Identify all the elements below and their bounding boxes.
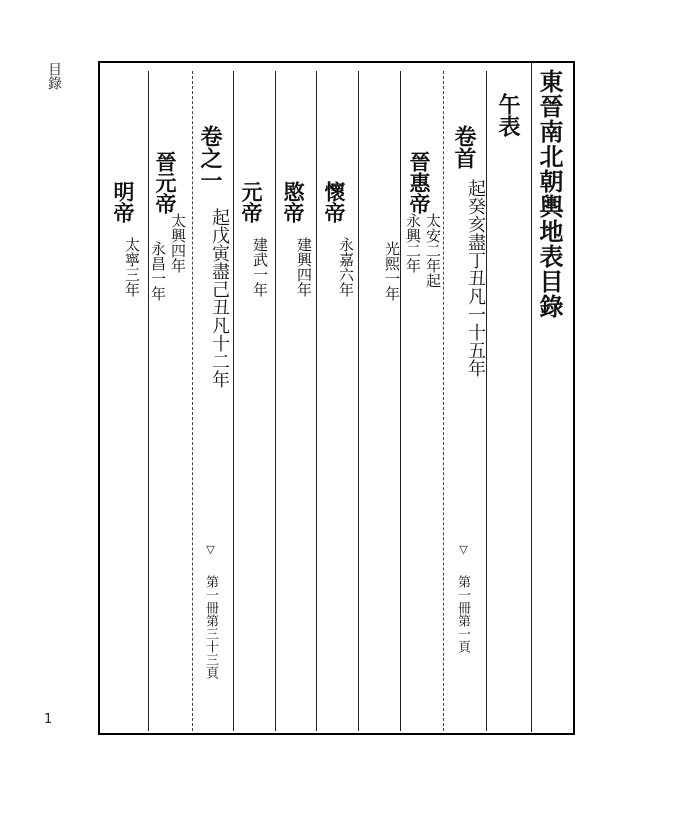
reign-line: 永嘉六年 <box>337 237 355 297</box>
volume-label: 卷之一 <box>197 125 223 191</box>
reign-line: 太安二年起 <box>424 213 442 288</box>
column-rule <box>358 71 359 731</box>
column-rule <box>316 71 317 731</box>
emperor-name: 晉惠帝 <box>407 151 432 214</box>
page-marker: ▽ <box>457 543 470 556</box>
reign-line: 太寧三年 <box>123 237 141 297</box>
page-reference: 第一冊第一頁 <box>455 575 470 653</box>
reign-line: 永昌一年 <box>149 241 167 301</box>
emperor-name: 明帝 <box>111 181 136 223</box>
volume-label: 卷首 <box>451 125 477 169</box>
emperor-name: 元帝 <box>239 181 264 223</box>
emperor-name: 愍帝 <box>281 181 306 223</box>
column-rule <box>148 71 149 731</box>
reign-line: 永興二年 <box>404 213 422 273</box>
page-marker: ▽ <box>204 543 217 556</box>
document-title: 東晉南北朝輿地表目錄 <box>535 69 564 319</box>
column-rule <box>400 71 401 731</box>
emperor-name: 晉元帝 <box>153 151 178 214</box>
column-rule <box>443 71 444 731</box>
section-heading: 午表 <box>495 93 521 137</box>
page-frame <box>98 61 575 735</box>
reign-line: 建興四年 <box>295 237 313 297</box>
column-rule <box>531 63 532 732</box>
reign-line: 太興四年 <box>169 213 187 273</box>
reign-line: 光熙一年 <box>383 241 401 301</box>
column-rule <box>192 71 193 731</box>
page-reference: 第一冊第三十三頁 <box>203 575 218 679</box>
reign-line: 建武一年 <box>251 237 269 297</box>
volume-range: 起癸亥盡丁丑凡一十五年 <box>465 179 486 377</box>
page-number: 1 <box>44 712 53 727</box>
volume-range: 起戊寅盡己丑凡十二年 <box>209 208 230 388</box>
emperor-name: 懷帝 <box>322 181 347 223</box>
column-rule <box>233 71 234 731</box>
column-rule <box>486 71 487 731</box>
column-rule <box>275 71 276 731</box>
margin-section-label: 目錄 <box>46 62 62 90</box>
